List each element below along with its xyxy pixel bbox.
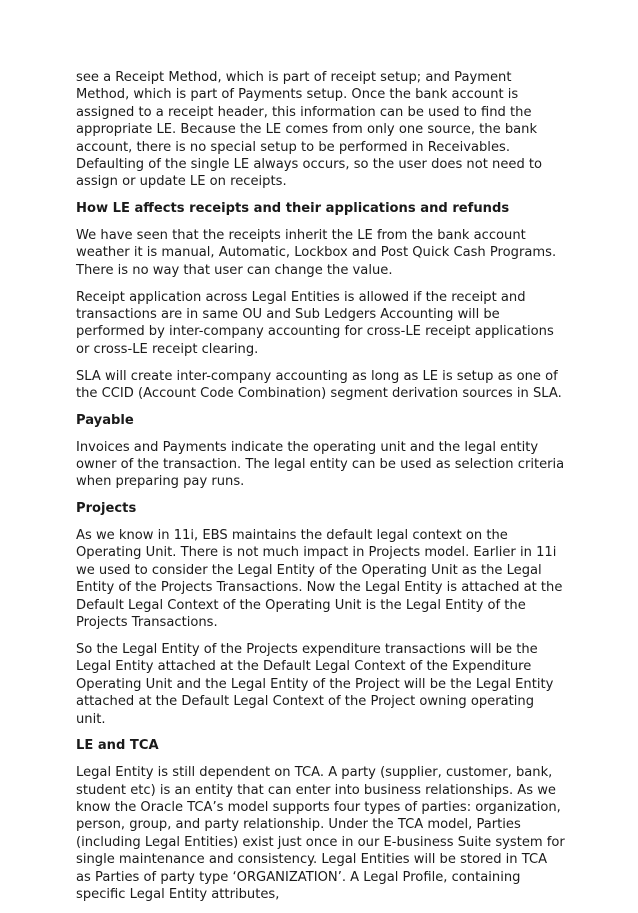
paragraph-sla: SLA will create inter-company accounting as long as LE is setup as one of the CCID (Account Code Combination) segment derivation sources in SLA. — [76, 368, 562, 402]
paragraph-receipt-application: Receipt application across Legal Entities is allowed if the receipt and transactions are in same OU and Sub Ledgers Accounting will be performed by inter-company accounting for cross-LE receipt applications or cross-LE receipt clearing. — [76, 289, 554, 357]
paragraph-tca: Legal Entity is still dependent on TCA. A party (supplier, customer, bank, student etc) is an entity that can enter into business relationships. As we know the Oracle TCA’s model supports four types of parties: organization, person, group, and party relationship. Under the TCA model, Parties (including Legal Entities) exist just once in our E-business Suite system for single maintenance and consistency. Legal Entities will be stored in TCA as Parties of party type ‘ORGANIZATION’. A Legal Profile, containing specific Legal Entity attributes, — [76, 765, 565, 902]
paragraph-invoices-payments: Invoices and Payments indicate the operating unit and the legal entity owner of the transaction. The legal entity can be used as selection criteria when preparing pay runs. — [76, 439, 565, 490]
paragraph-receipt-method: see a Receipt Method, which is part of receipt setup; and Payment Method, which is part of Payments setup. Once the bank account is assigned to a receipt header, this information can be used to find the appropriate LE. Because the LE comes from only one source, the bank account, there is no special setup to be performed in Receivables. Defaulting of the single LE always occurs, so the user does not need to assign or update LE on receipts. — [76, 70, 543, 190]
heading-le-tca: LE and TCA — [76, 738, 159, 754]
heading-projects: Projects — [76, 501, 137, 517]
paragraph-projects-expenditure: So the Legal Entity of the Projects expenditure transactions will be the Legal Entity attached at the Default Legal Context of the Expenditure Operating Unit and the Legal Entity of the Project will be the Legal Entity attached at the Default Legal Context of the Project owning operating unit. — [76, 641, 554, 727]
heading-le-receipts: How LE affects receipts and their applications and refunds — [76, 201, 510, 217]
document-page — [76, 69, 566, 913]
paragraph-projects-11i: As we know in 11i, EBS maintains the default legal context on the Operating Unit. There is not much impact in Projects model. Earlier in 11i we used to consider the Legal Entity of the Operating Unit as the Legal Entity of the Projects Transactions. Now the Legal Entity is attached at the Default Legal Context of the Operating Unit is the Legal Entity of the Projects Transactions. — [76, 528, 563, 631]
paragraph-receipts-inherit: We have seen that the receipts inherit the LE from the bank account weather it is manual, Automatic, Lockbox and Post Quick Cash Programs. There is no way that user can change the value. — [76, 228, 557, 278]
heading-payable: Payable — [76, 412, 134, 428]
